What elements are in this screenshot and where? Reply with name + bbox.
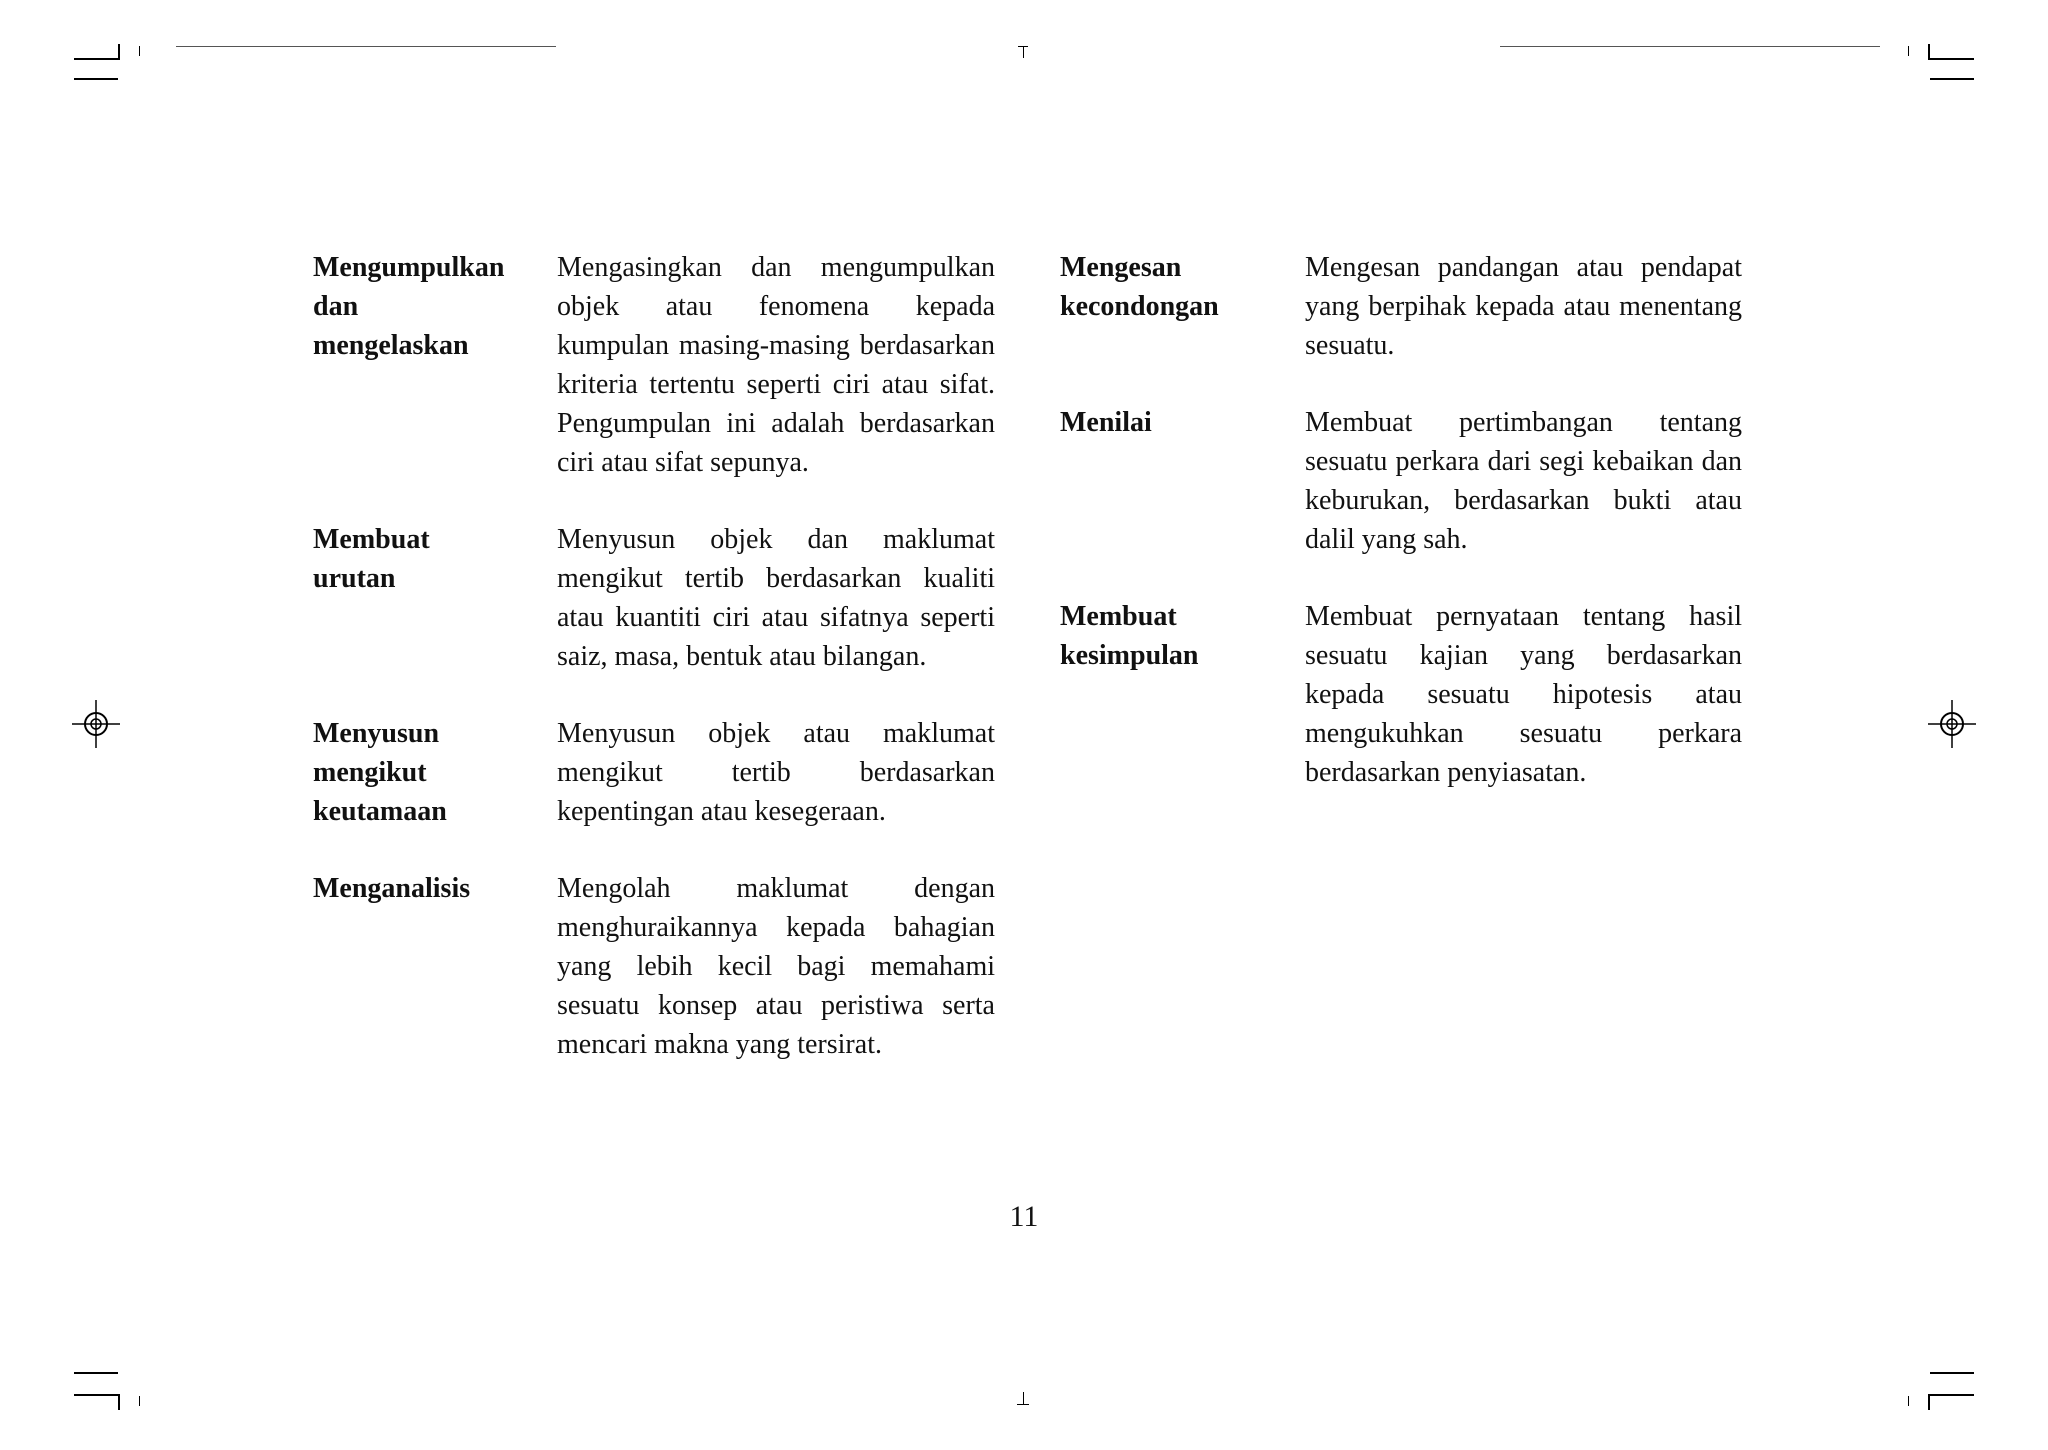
registration-target-icon <box>1928 700 1976 748</box>
glossary-term: Membuat kesimpulan <box>1060 601 1199 671</box>
crop-mark <box>139 46 140 56</box>
crop-mark <box>74 58 118 60</box>
glossary-definition: Mengolah maklumat dengan menghuraikannya kepada bahagian yang lebih kecil bagi memahami sesuatu konsep atau peristiwa serta mencari makna yang tersirat. <box>557 873 995 1060</box>
glossary-entry <box>313 248 995 482</box>
glossary-term: Menganalisis <box>313 873 471 904</box>
glossary-definition: Mengasingkan dan mengumpulkan objek atau fenomena kepada kumpulan masing-masing berdasarkan kriteria tertentu seperti ciri atau sifat. Pengumpulan ini adalah berdasarkan ciri atau sifat sepunya. <box>557 252 995 478</box>
crop-mark <box>139 1396 140 1406</box>
crop-mark <box>118 1394 120 1410</box>
glossary-entry <box>1060 597 1742 792</box>
registration-target-icon <box>72 700 120 748</box>
glossary-column-left <box>313 248 995 1064</box>
glossary-term: Menyusun mengikut keutamaan <box>313 718 447 827</box>
crop-mark <box>1928 58 1974 60</box>
glossary-definition: Membuat pertimbangan tentang sesuatu perkara dari segi kebaikan dan keburukan, berdasarkan bukti atau dalil yang sah. <box>1305 407 1742 555</box>
crop-mark <box>1928 1394 1930 1410</box>
glossary-definition: Menyusun objek dan maklumat mengikut tertib berdasarkan kualiti atau kuantiti ciri atau sifatnya seperti saiz, masa, bentuk atau bilangan. <box>557 524 995 672</box>
glossary-column-right <box>1060 248 1742 792</box>
glossary-term: Membuat urutan <box>313 524 430 594</box>
crop-rule <box>176 46 556 47</box>
crop-mark <box>1023 46 1024 58</box>
glossary-term: Mengesan kecondongan <box>1060 252 1219 322</box>
crop-mark <box>1908 46 1909 56</box>
glossary-entry <box>313 714 995 831</box>
crop-mark <box>1930 1372 1974 1374</box>
glossary-term: Mengumpulkan dan mengelaskan <box>313 252 505 361</box>
glossary-entry <box>1060 248 1742 365</box>
crop-mark <box>1017 1404 1029 1405</box>
crop-mark <box>1908 1396 1909 1406</box>
crop-mark <box>1023 1392 1024 1404</box>
page-number: 11 <box>1009 1200 1039 1233</box>
crop-mark <box>1928 1394 1974 1396</box>
crop-mark <box>118 44 120 60</box>
crop-mark <box>74 1372 118 1374</box>
crop-mark <box>1930 78 1974 80</box>
glossary-entry <box>313 869 995 1064</box>
crop-mark <box>74 1394 118 1396</box>
crop-mark <box>74 78 118 80</box>
crop-rule <box>1500 46 1880 47</box>
glossary-entry <box>313 520 995 676</box>
glossary-entry <box>1060 403 1742 559</box>
glossary-term: Menilai <box>1060 407 1152 438</box>
glossary-definition: Membuat pernyataan tentang hasil sesuatu kajian yang berdasarkan kepada sesuatu hipotesis atau mengukuhkan sesuatu perkara berdasarkan penyiasatan. <box>1305 601 1742 788</box>
glossary-definition: Menyusun objek atau maklumat mengikut tertib berdasarkan kepentingan atau kesegeraan. <box>557 718 995 827</box>
glossary-definition: Mengesan pandangan atau pendapat yang berpihak kepada atau menentang sesuatu. <box>1305 252 1742 361</box>
